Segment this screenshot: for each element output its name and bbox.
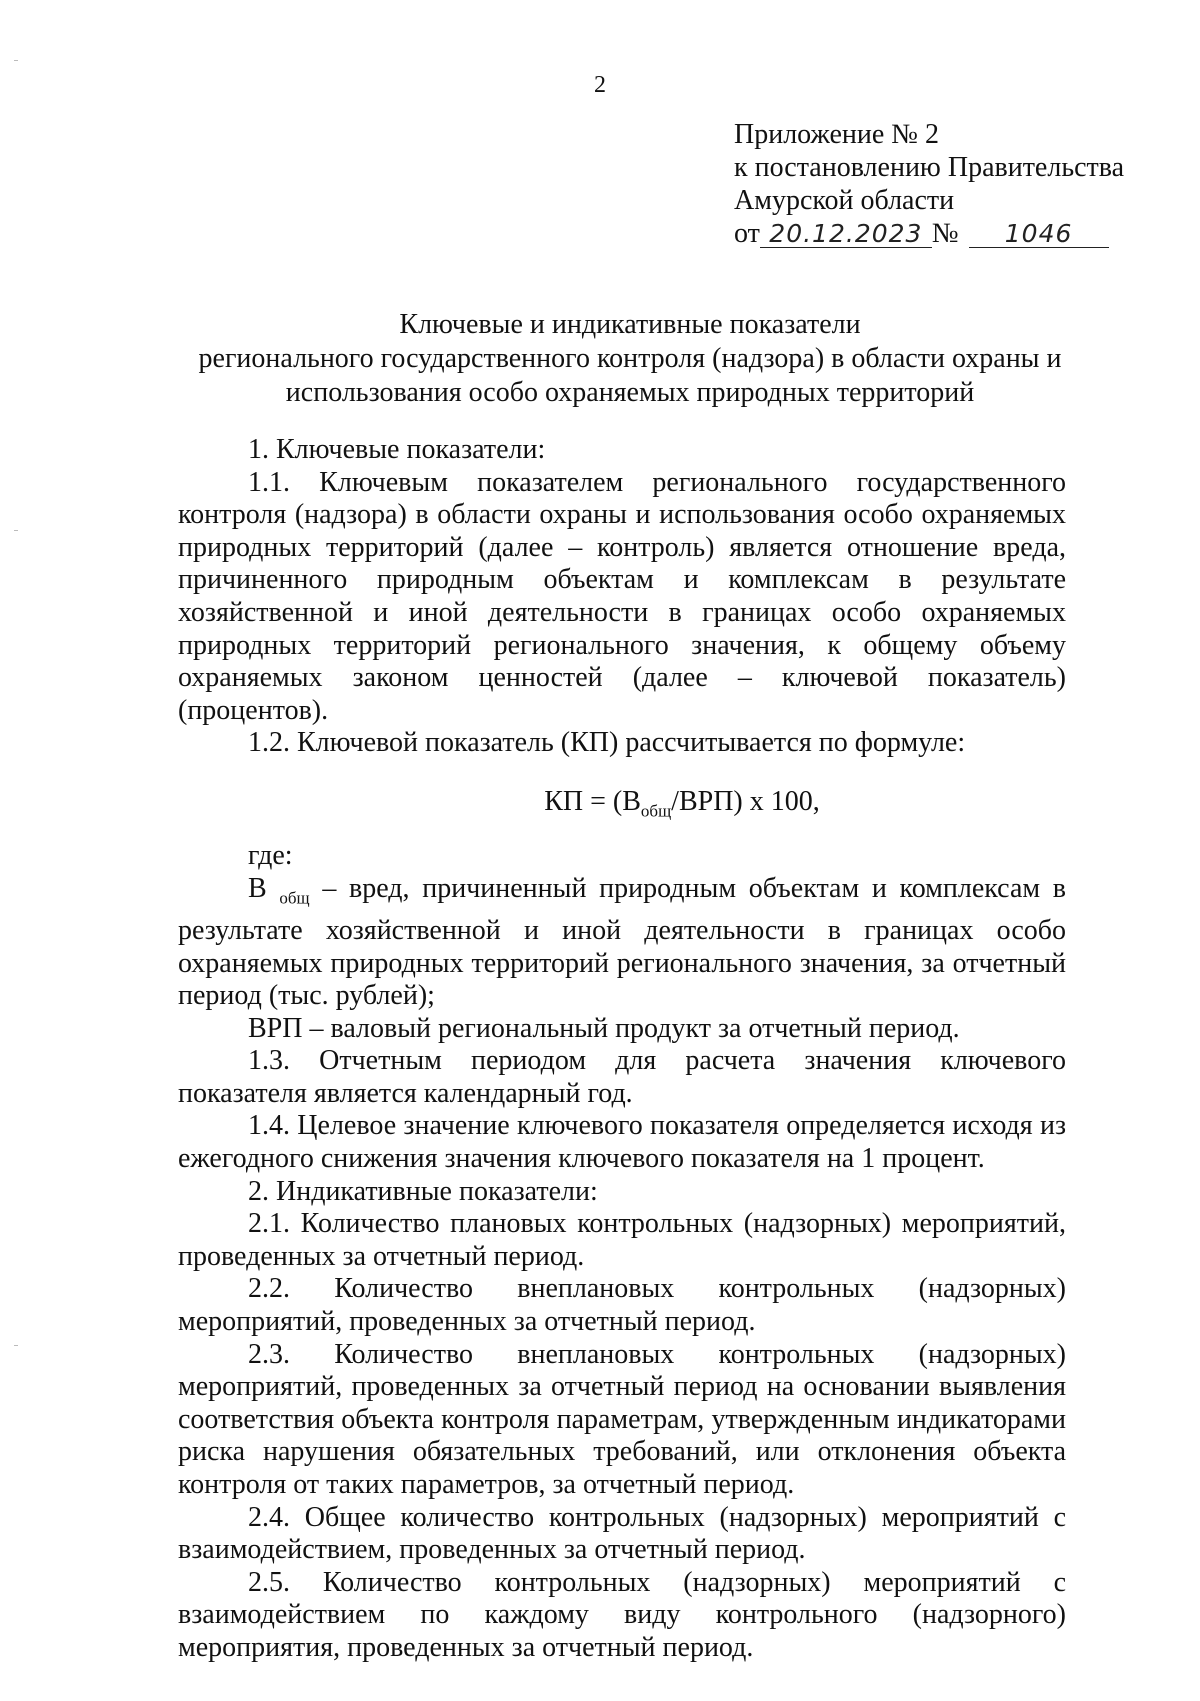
paragraph-2-4: 2.4. Общее количество контрольных (надзорных) мероприятий с взаимодействием, проведенных за отчетный период. bbox=[178, 1501, 1066, 1566]
document-body bbox=[178, 434, 1066, 1665]
scan-margin-mark bbox=[14, 530, 18, 531]
page-number: 2 bbox=[594, 72, 606, 98]
section-1-heading: 1. Ключевые показатели: bbox=[248, 434, 546, 465]
handwritten-date: 20.12.2023 bbox=[760, 221, 932, 248]
appendix-line-1: Приложение № 2 bbox=[734, 119, 939, 150]
appendix-header bbox=[734, 118, 1124, 250]
appendix-date-line bbox=[734, 217, 1124, 250]
paragraph-2-1: 2.1. Количество плановых контрольных (надзорных) мероприятий, проведенных за отчетный период. bbox=[178, 1208, 1066, 1272]
paragraph-2-2: 2.2. Количество внеплановых контрольных (надзорных) мероприятий, проведенных за отчетный период. bbox=[178, 1273, 1066, 1338]
where-label: где: bbox=[248, 840, 293, 872]
formula bbox=[178, 786, 1066, 828]
paragraph-1-1: 1.1. Ключевым показателем регионального государственного контроля (надзора) в области охраны и использования особо охраняемых природных территорий (далее – контроль) является отношение вреда, причиненного природным объектам и комплексам в результате хозяйственной и иной деятельности в границах особо охраняемых природных территорий регионального значения, к общему объему охраняемых законом ценностей (далее – ключевой показатель) (процентов). bbox=[178, 466, 1066, 726]
paragraph-1-3: 1.3. Отчетным периодом для расчета значения ключевого показателя является календарный год. bbox=[178, 1045, 1066, 1109]
title-line-2: регионального государственного контроля (надзора) в области охраны и bbox=[198, 343, 1062, 374]
formula-left: КП = (В bbox=[544, 785, 641, 817]
definition-harm-subscript: общ bbox=[279, 888, 310, 908]
definition-harm bbox=[178, 873, 1066, 1013]
appendix-line-2: к постановлению Правительства bbox=[734, 152, 1125, 183]
paragraph-1-4: 1.4. Целевое значение ключевого показателя определяется исходя из ежегодного снижения значения ключевого показателя на 1 процент. bbox=[178, 1110, 1066, 1175]
number-sign: № bbox=[931, 218, 959, 249]
paragraph-1-2: 1.2. Ключевой показатель (КП) рассчитывается по формуле: bbox=[248, 727, 966, 759]
paragraph-2-3: 2.3. Количество внеплановых контрольных (надзорных) мероприятий, проведенных за отчетный период на основании выявления соответствия объекта контроля параметрам, утвержденным индикаторами риска нарушения обязательных требований, или отклонения объекта контроля от таких параметров, за отчетный период. bbox=[178, 1338, 1066, 1500]
document-title bbox=[180, 308, 1080, 410]
formula-right: /ВРП) х 100, bbox=[671, 785, 820, 817]
title-line-3: использования особо охраняемых природных территорий bbox=[285, 377, 975, 408]
handwritten-number: 1046 bbox=[969, 221, 1109, 248]
scan-margin-mark bbox=[14, 60, 18, 61]
definition-harm-symbol: В bbox=[248, 872, 267, 904]
definition-harm-text: – вред, причиненный природным объектам и комплексам в результате хозяйственной и иной деятельности в границах особо охраняемых природных территорий регионального значения, за отчетный период (тыс. рублей); bbox=[178, 872, 1067, 1012]
definition-grp: ВРП – валовый региональный продукт за отчетный период. bbox=[248, 1012, 960, 1044]
section-2-heading: 2. Индикативные показатели: bbox=[248, 1175, 598, 1207]
appendix-line-3: Амурской области bbox=[734, 185, 955, 216]
scan-margin-mark bbox=[14, 1345, 18, 1346]
date-prefix: от bbox=[734, 218, 760, 249]
title-line-1: Ключевые и индикативные показатели bbox=[399, 309, 861, 340]
formula-subscript: общ bbox=[640, 801, 672, 821]
paragraph-2-5: 2.5. Количество контрольных (надзорных) мероприятий с взаимодействием по каждому виду контрольного (надзорного) мероприятия, проведенных за отчетный период. bbox=[178, 1566, 1066, 1663]
